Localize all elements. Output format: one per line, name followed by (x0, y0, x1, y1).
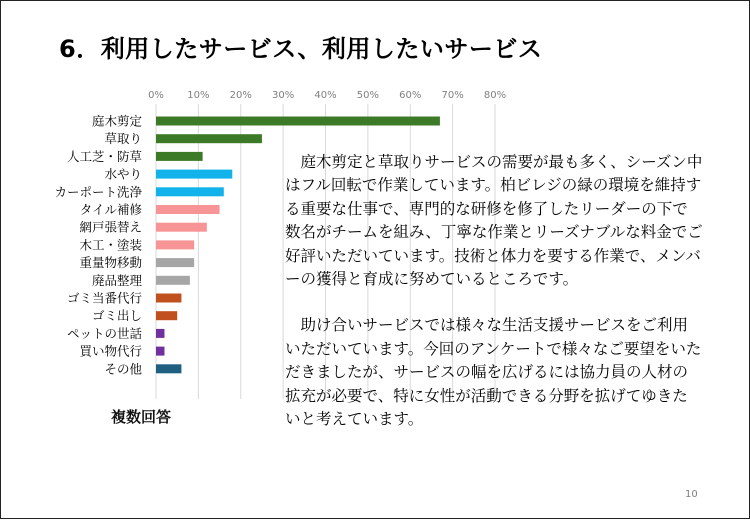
bar (156, 117, 440, 126)
page-number: 10 (685, 489, 698, 500)
category-label: 水やり (104, 166, 142, 182)
category-label: 買い物代行 (79, 343, 142, 359)
x-tick-label: 20% (229, 90, 252, 101)
category-label: 庭木剪定 (91, 113, 142, 129)
bar (156, 223, 207, 232)
bar (156, 152, 203, 161)
category-label: 草取り (104, 131, 142, 147)
category-label: 重量物移動 (79, 255, 142, 271)
bar (156, 258, 194, 267)
x-tick-label: 60% (399, 90, 422, 101)
bar (156, 364, 181, 373)
chart-note: 複数回答 (111, 408, 172, 426)
bar (156, 240, 194, 249)
body-text (285, 151, 703, 431)
category-label: ゴミ当番代行 (66, 290, 142, 306)
x-tick-label: 0% (148, 90, 164, 101)
paragraph-2: 助け合いサービスでは様々な生活支援サービスをご利用いただいています。今回のアンケートで様々なご要望をいただきましたが、サービスの幅を広げるには協力員の人材の拡充が必要で、特に女性が活動できる分野を拡げてゆきたいと考えています。 (285, 316, 702, 429)
bar (156, 347, 164, 356)
category-label: 人工芝・防草 (66, 148, 142, 164)
x-tick-label: 40% (314, 90, 337, 101)
bar (156, 205, 220, 214)
paragraph-1: 庭木剪定と草取りサービスの需要が最も多く、シーズン中はフル回転で作業しています。柏ビレジの緑の環境を維持する重要な仕事で、専門的な研修を修了したリーダーの下で数名がチームを組み、丁寧な作業とリーズナブルな料金でご好評いただいています。技術と体力を要する作業で、メンバーの獲得と育成に努めているところです。 (285, 153, 703, 289)
x-tick-label: 10% (187, 90, 210, 101)
bar (156, 170, 232, 179)
category-label: その他 (104, 361, 142, 377)
x-tick-label: 80% (483, 90, 507, 101)
x-tick-label: 50% (356, 90, 379, 101)
bar (156, 187, 224, 196)
category-labels (54, 114, 142, 377)
category-label: ゴミ出し (91, 308, 142, 324)
category-label: タイル補修 (79, 202, 142, 217)
x-tick-labels (148, 90, 506, 101)
category-label: カーポート洗浄 (54, 184, 142, 200)
category-label: 網戸張替え (79, 219, 142, 235)
category-label: ペットの世話 (66, 325, 142, 341)
bar (156, 134, 262, 143)
slide-title: 6．利用したサービス、利用したいサービス (59, 35, 543, 63)
category-label: 廃品整理 (91, 272, 142, 288)
bar (156, 276, 190, 285)
x-tick-label: 30% (272, 90, 295, 101)
category-label: 木工・塗装 (79, 237, 142, 253)
x-tick-label: 70% (441, 90, 464, 101)
bar (156, 294, 181, 303)
bar (156, 311, 177, 320)
bar (156, 329, 164, 338)
